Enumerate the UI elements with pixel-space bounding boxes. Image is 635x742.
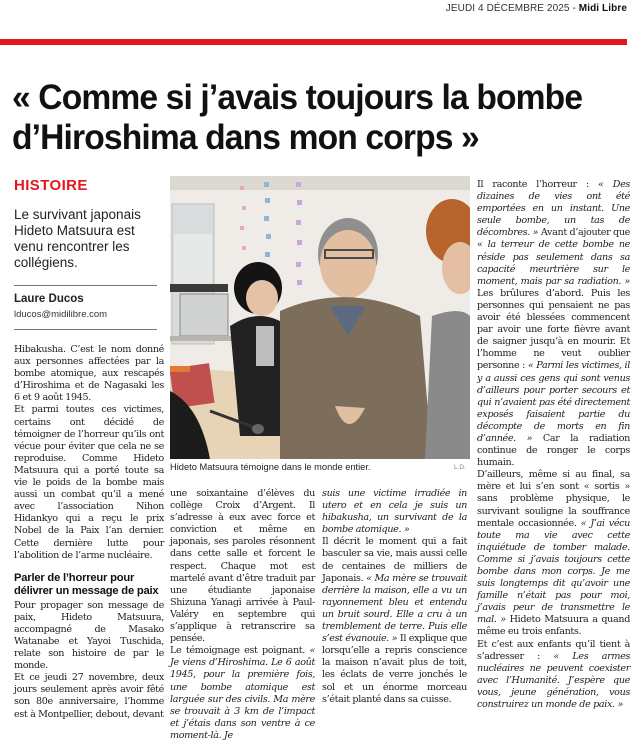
issue-date: JEUDI 4 DÉCEMBRE 2025 (445, 3, 570, 14)
page-folio (446, 3, 627, 14)
paragraph-tail: Hideto Matsuura a quand même eu trois enfants. (477, 614, 630, 638)
body-paragraph: une soixantaine d’élèves du collège Croix d’Argent. Il s’adresse à eux avec force et conviction et même en japonais, ses paroles résonnent dans cette salle et forcent le respect. Chaque mot est martelé avant d’être traduit par une étudiante japonaise Shizuna Yanagi arrivée à Paul-Valéry en septembre qui s’applique à retranscrire sa pensée. (170, 488, 315, 645)
article-column-1 (14, 344, 164, 721)
paragraph-mid: Avant d’ajouter que (538, 227, 630, 239)
body-paragraph (477, 469, 630, 638)
intertitle: Parler de l’horreur pour délivrer un message de paix (14, 571, 159, 597)
body-paragraph (477, 639, 630, 712)
author-email[interactable]: lducos@midilibre.com (14, 309, 108, 320)
quote: suis une victime irradiée in utero et en cela je suis un hibakusha, un survivant de la bombe atomique. » (322, 488, 467, 536)
body-paragraph (322, 536, 467, 705)
quote: « Les armes nucléaires ne peuvent coexister avec l’Humanité. J’espère que vous, jeune génération, vous construirez un monde de paix. » (477, 650, 630, 711)
quote: « la terreur de cette bombe ne réside pas seulement dans sa capacité meurtrière sur le moment, mais par sa radiation. » (477, 239, 630, 287)
article-headline: « Comme si j’avais toujours la bombe d’Hiroshima dans mon corps » (12, 78, 583, 157)
quote: « J’ai vécu toute ma vie avec cette inquiétude de tomber malade. Comme si j’avais toujours cette bombe dans mon corps. Je me suis longtemps dit qu’avoir une famille n’était pas pour moi, j’avais peur de transmettre le mal. » (477, 517, 630, 626)
folio-separator: - (569, 3, 579, 14)
body-paragraph: Et parmi toutes ces victimes, certains ont décidé de témoigner de l’horreur qu’ils ont vécue pour éviter que cela ne se reproduise. Comme Hideto Matsuura qui a porté toute sa vie le poids de la bombe mais aussi un combat qu’il a mené avec l’association Nihon Hidankyo qui a reçu le prix Nobel de la Paix l’an dernier. Cette dernière lutte pour l’abolition de l’arme nucléaire. (14, 404, 164, 561)
quote: « Ma mère se trouvait derrière la maison, elle a vu un rayonnement bleu et entendu un bruit sourd. Elle a cru à un tremblement de terre. Puis elle s’est évanouie. » (322, 572, 467, 645)
article-column-3 (322, 488, 467, 706)
paragraph-end: Car la radiation continue de ronger le corps humain. (477, 432, 631, 469)
section-rubric: HISTOIRE (14, 177, 88, 194)
paragraph-lead: Il décrit le moment qui a fait basculer sa vie, mais aussi celle de centaines de milliers de Japonais. (322, 536, 467, 584)
article-photo (170, 176, 470, 459)
paragraph-tail: Il explique que lorsqu’elle a repris conscience la maison n’avait plus de toit, les éclats de verre jonchés le sol et un énorme morceau s’était planté dans sa cuisse. (322, 633, 467, 705)
article-column-4 (477, 179, 630, 711)
body-paragraph (477, 179, 630, 469)
author-name: Laure Ducos (14, 293, 84, 305)
byline-top-divider (14, 285, 157, 286)
photo-credit: L.D. (454, 464, 466, 471)
quote: « Je viens d’Hiroshima. Le 6 août 1945, pour la première fois, une bombe atomique est larguée sur des civils. Ma mère se trouvait à 3 km de l’impact et j’étais dans son ventre à ce moment-là. Je (170, 645, 315, 741)
article-standfirst: Le survivant japonais Hideto Matsuura est venu rencontrer les collégiens. (14, 207, 141, 270)
paragraph-tail: Les brûlures d’abord. Puis les personnes qui pensaient ne pas avoir été blessées commencent par avoir une forte fièvre avant de saigner jusqu’à en mourir. Et l’homme ne veut oublier personne : (477, 287, 630, 372)
newspaper-brand: Midi Libre (578, 3, 627, 14)
article-column-2 (170, 488, 315, 742)
byline-bottom-divider (14, 329, 157, 330)
paragraph-lead: Le témoignage est poignant. (170, 645, 310, 657)
photo-hideto-matsuura (170, 176, 470, 459)
body-paragraph (322, 488, 467, 536)
paragraph-lead: D’ailleurs, même si au final, sa mère et lui s’en sont « sortis » sans problème physique, le survivant souligne la souffrance mentale occasionnée. (477, 469, 630, 529)
paragraph-lead: Il raconte l’horreur : (477, 179, 599, 190)
quote: « Parmi les victimes, il y a aussi ces gens qui sont venus d’ailleurs pour porter secours et qui n’avaient pas été directement exposés faisaient partie du décompte de morts en fin d’année. » (477, 360, 630, 444)
body-paragraph: Et ce jeudi 27 novembre, deux jours seulement après avoir fêté son 80e anniversaire, l’homme est à Montpellier, debout, devant (14, 672, 164, 720)
body-paragraph: Hibakusha. C’est le nom donné aux personnes affectées par la bombe atomique, aux rescapés d’Hiroshima et de Nagasaki les 6 et 9 août 1945. (14, 344, 164, 404)
paragraph-lead: Et c’est aux enfants qu’il tient à s’adresser : (477, 638, 630, 662)
section-red-rule (0, 39, 627, 45)
quote: « Des dizaines de vies ont été emportées en un instant. Une seule bombe, un tas de décombres. » (477, 179, 630, 239)
body-paragraph (170, 645, 315, 742)
body-paragraph: Pour propager son message de paix, Hideto Matsuura, accompagné de Masako Watanabe et Yayoi Tuschida, relate son histoire de par le monde. (14, 599, 164, 672)
photo-caption: Hideto Matsuura témoigne dans le monde entier. (170, 462, 371, 472)
